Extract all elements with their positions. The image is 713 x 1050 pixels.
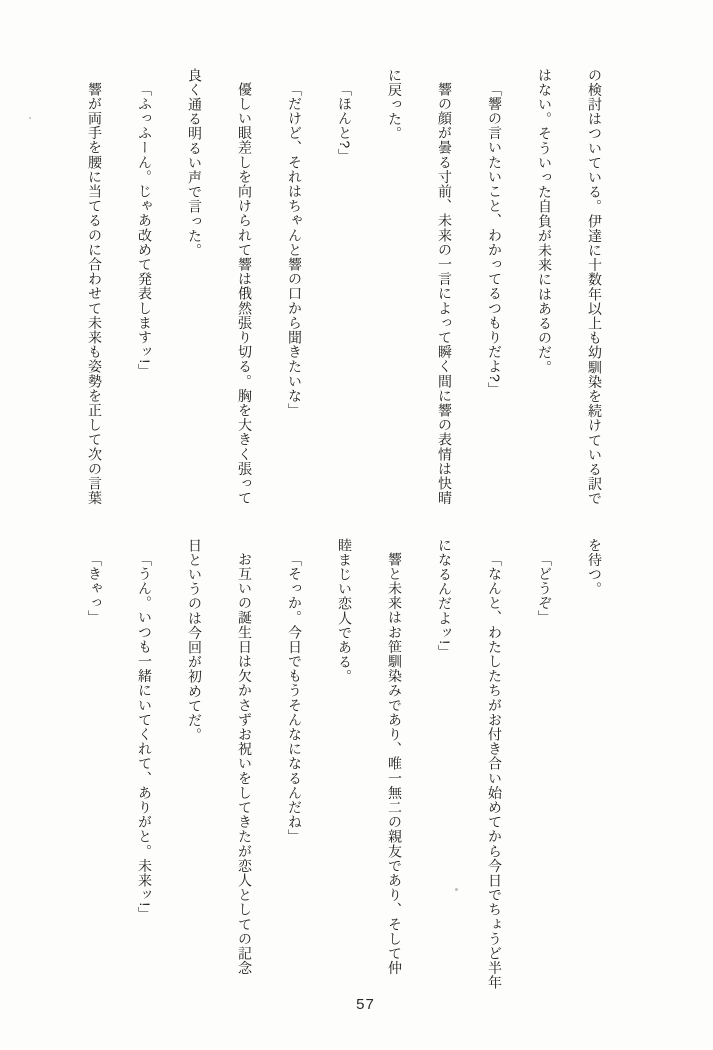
text-column-dialogue: 「ほんと?」 (337, 82, 353, 164)
text-column-dialogue: 「ふっふーん。じゃあ改めて発表しますッ!」 (137, 82, 153, 379)
text-column: 睦まじい恋人である。 (337, 538, 353, 684)
upper-text-block (70, 68, 620, 510)
text-column: になるんだよッ!」 (437, 538, 453, 660)
page-number: 57 (356, 996, 375, 1013)
text-column-dialogue: 「なんと、わたしたちがお付き合い始めてから今日でちょうど半年 (487, 552, 503, 990)
text-column: 響が両手を腰に当てるのに合わせて未来も姿勢を正して次の言葉 (87, 82, 103, 506)
text-column-dialogue: 「うん。いつも一緒にいてくれて、ありがと。未来ッ!」 (137, 552, 153, 922)
lower-text-block (70, 538, 620, 990)
scan-speck (455, 888, 458, 891)
text-column-dialogue: 「どうぞ」 (537, 552, 553, 625)
text-column-dialogue: 「響の言いたいこと、わかってるつもりだよ?」 (487, 82, 503, 397)
text-column: お互いの誕生日は欠かさずお祝いをしてきたが恋人としての記念 (237, 552, 253, 976)
text-column: に戻った。 (387, 68, 403, 141)
text-column: はない。そういった自負が未来にはあるのだ。 (537, 68, 553, 375)
text-column: 響と未来はお笹馴染みであり、唯一無二の親友であり、そして仲 (387, 552, 403, 976)
text-column: 良く通る明るい声で言った。 (187, 68, 203, 258)
scan-speck (29, 117, 31, 119)
text-column: の検討はついている。伊達に十数年以上も幼馴染を続けている訳で (587, 68, 603, 506)
text-column-dialogue: 「だけど、それはちゃんと響の口から聞きたいな」 (287, 82, 303, 418)
text-column: を待つ。 (587, 538, 603, 597)
text-column-dialogue: 「きゃっ」 (87, 552, 103, 625)
text-column: 優しい眼差しを向けられて響は俄然張り切る。胸を大きく張って (237, 82, 253, 506)
text-column: 日というのは今回が初めてだ。 (187, 538, 203, 743)
text-column-dialogue: 「そっか。今日でもうそんなになるんだね」 (287, 552, 303, 844)
text-column: 響の顔が曇る寸前、未来の一言によって瞬く間に響の表情は快晴 (437, 82, 453, 506)
